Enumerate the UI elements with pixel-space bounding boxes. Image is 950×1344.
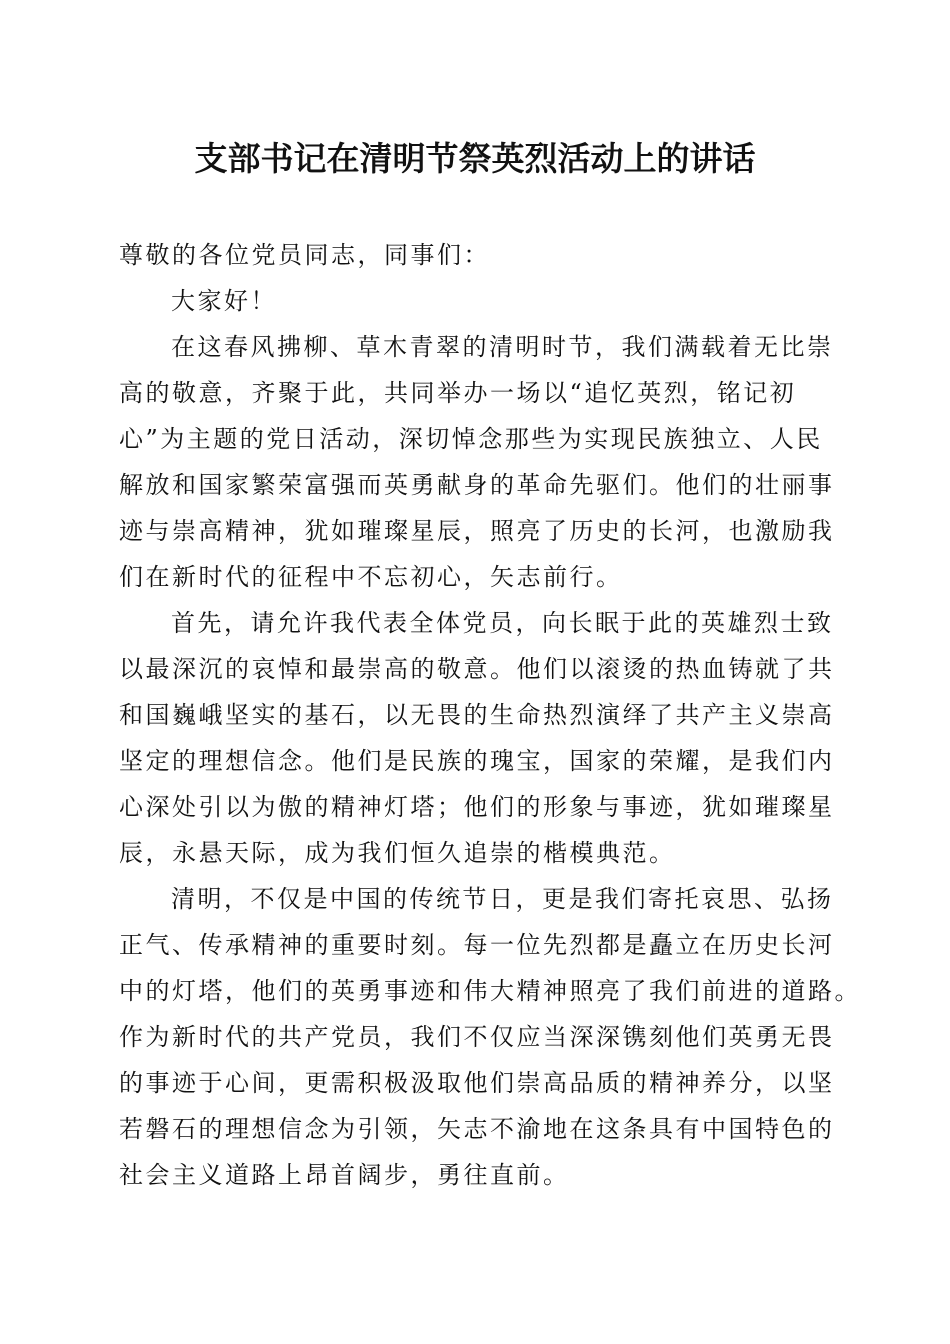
paragraph-line: 解放和国家繁荣富强而英勇献身的革命先驱们。他们的壮丽事	[119, 471, 835, 499]
greeting: 大家好！	[171, 287, 277, 315]
paragraph-line: 社会主义道路上昂首阔步，勇往直前。	[119, 1161, 570, 1189]
paragraph-line: 坚定的理想信念。他们是民族的瑰宝，国家的荣耀，是我们内	[119, 747, 835, 775]
paragraph-line: 清明，不仅是中国的传统节日，更是我们寄托哀思、弘扬	[171, 885, 834, 913]
paragraph-line: 辰，永悬天际，成为我们恒久追崇的楷模典范。	[119, 839, 676, 867]
paragraph-line: 们在新时代的征程中不忘初心，矢志前行。	[119, 563, 623, 591]
document-body	[119, 232, 861, 1198]
salutation: 尊敬的各位党员同志，同事们：	[119, 241, 490, 269]
paragraph-line: 迹与崇高精神，犹如璀璨星辰，照亮了历史的长河，也激励我	[119, 517, 835, 545]
paragraph-line: 和国巍峨坚实的基石，以无畏的生命热烈演绎了共产主义崇高	[119, 701, 835, 729]
paragraph-line: 正气、传承精神的重要时刻。每一位先烈都是矗立在历史长河	[119, 931, 835, 959]
paragraph-3	[119, 876, 861, 1198]
paragraph-line: 首先，请允许我代表全体党员，向长眠于此的英雄烈士致	[171, 609, 834, 637]
paragraph-line: 以最深沉的哀悼和最崇高的敬意。他们以滚烫的热血铸就了共	[119, 655, 835, 683]
paragraph-2	[119, 600, 835, 876]
paragraph-line: 作为新时代的共产党员，我们不仅应当深深镌刻他们英勇无畏	[119, 1023, 835, 1051]
paragraph-1	[119, 324, 835, 600]
document-title: 支部书记在清明节祭英烈活动上的讲话	[194, 139, 756, 178]
paragraph-line: 心”为主题的党日活动，深切悼念那些为实现民族独立、人民	[119, 425, 823, 453]
paragraph-line: 高的敬意，齐聚于此，共同举办一场以“追忆英烈，铭记初	[119, 379, 797, 407]
paragraph-line: 的事迹于心间，更需积极汲取他们崇高品质的精神养分，以坚	[119, 1069, 835, 1097]
paragraph-line: 心深处引以为傲的精神灯塔；他们的形象与事迹，犹如璀璨星	[119, 793, 835, 821]
paragraph-line: 若磐石的理想信念为引领，矢志不渝地在这条具有中国特色的	[119, 1115, 835, 1143]
paragraph-line: 中的灯塔，他们的英勇事迹和伟大精神照亮了我们前进的道路。	[119, 977, 861, 1005]
paragraph-line: 在这春风拂柳、草木青翠的清明时节，我们满载着无比崇	[171, 333, 834, 361]
